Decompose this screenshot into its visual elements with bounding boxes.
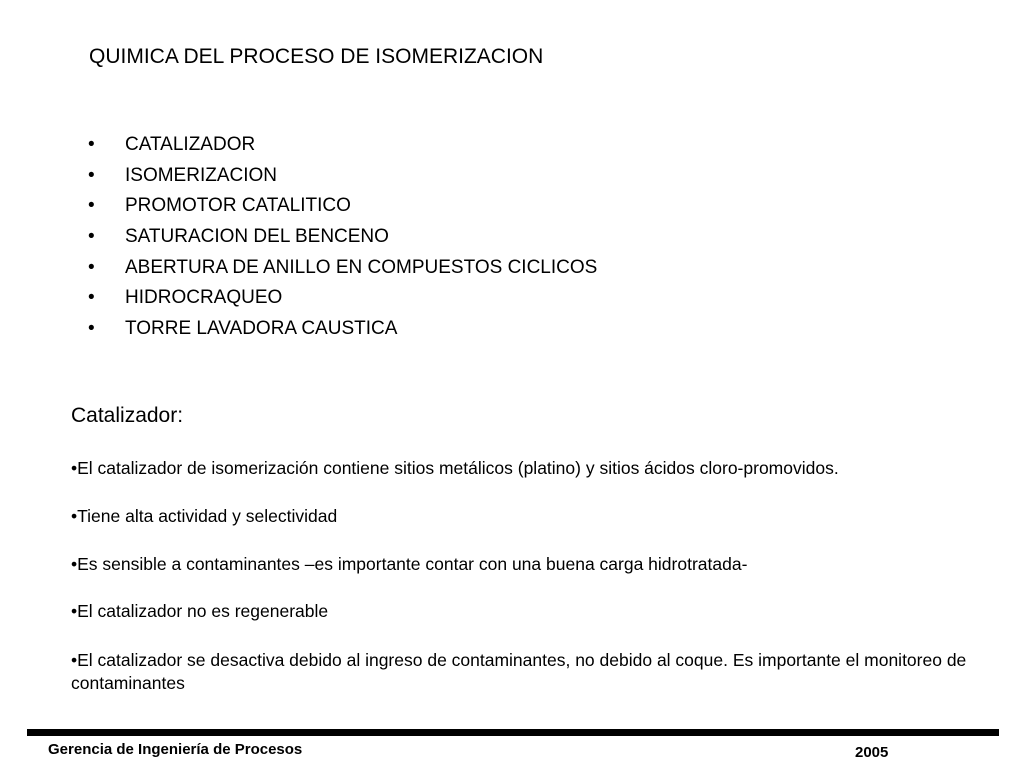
- slide-title: QUIMICA DEL PROCESO DE ISOMERIZACION: [89, 45, 544, 68]
- paragraph: •El catalizador de isomerización contiene sitios metálicos (platino) y sitios ácidos cloro-promovidos.: [71, 458, 839, 478]
- paragraph: •El catalizador no es regenerable: [71, 601, 329, 621]
- footer-organization: Gerencia de Ingeniería de Procesos: [48, 741, 303, 758]
- footer-year: 2005: [855, 744, 889, 761]
- bullet-icon: •: [88, 134, 95, 155]
- topic-item: [88, 164, 597, 195]
- footer-divider: [27, 729, 999, 736]
- topic-label: PROMOTOR CATALITICO: [125, 195, 351, 217]
- bullet-icon: •: [88, 287, 95, 309]
- paragraph: •Es sensible a contaminantes –es importante contar con una buena carga hidrotratada-: [71, 554, 748, 574]
- topic-label: HIDROCRAQUEO: [125, 287, 283, 309]
- bullet-icon: •: [88, 195, 95, 217]
- topic-item: [88, 133, 597, 164]
- topic-item: [88, 317, 597, 348]
- paragraph: •El catalizador se desactiva debido al ingreso de contaminantes, no debido al coque. Es importante el monitoreo de contaminantes: [71, 650, 967, 693]
- topic-item: [88, 194, 597, 225]
- topic-item: [88, 225, 597, 256]
- topic-label: TORRE LAVADORA CAUSTICA: [125, 318, 398, 340]
- paragraph: •Tiene alta actividad y selectividad: [71, 506, 338, 526]
- section-heading: Catalizador:: [71, 404, 184, 427]
- bullet-icon: •: [88, 164, 95, 186]
- bullet-icon: •: [88, 226, 95, 248]
- topic-label: ISOMERIZACION: [125, 164, 278, 186]
- topic-label: ABERTURA DE ANILLO EN COMPUESTOS CICLICOS: [125, 256, 598, 278]
- topic-label: SATURACION DEL BENCENO: [125, 226, 389, 248]
- bullet-icon: •: [88, 256, 95, 278]
- topic-item: [88, 286, 597, 317]
- bullet-icon: •: [88, 318, 95, 340]
- topic-list: [88, 133, 597, 348]
- topic-label: CATALIZADOR: [125, 134, 256, 155]
- topic-item: [88, 256, 597, 287]
